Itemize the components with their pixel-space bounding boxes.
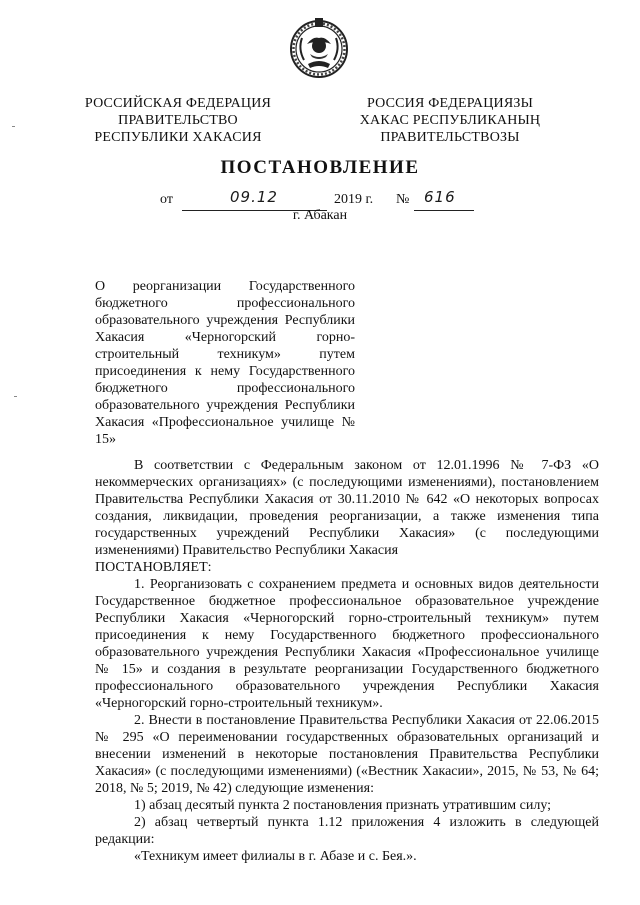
scan-mark: [14, 396, 17, 397]
preamble-paragraph: В соответствии с Федеральным законом от 12.01.1996 № 7-ФЗ «О некоммерческих организациях» (с последующими изменениями), постановлением Правительства Республики Хакасия от 30.11.2010 № 642 «О некоторых вопросах создания, ликвидации, проведения реорганизации, а также изменения типа государственных учреждений Республики Хакасия» (с последующими изменениями) Правительство Республики Хакасия: [95, 458, 599, 558]
decree-word: ПОСТАНОВЛЯЕТ:: [95, 560, 212, 575]
document-body: [95, 457, 599, 865]
header-left: [80, 95, 276, 146]
header-right-line3: ПРАВИТЕЛЬСТВОЗЫ: [380, 130, 520, 145]
header-left-line2: ПРАВИТЕЛЬСТВО: [118, 113, 238, 128]
number-sign: №: [396, 192, 410, 207]
document-title: ПОСТАНОВЛЕНИЕ: [220, 157, 420, 178]
item-1-paragraph: 1. Реорганизовать с сохранением предмета и основных видов деятельности Государственное бюджетное профессиональное образовательное учреждение Республики Хакасия «Черногорский горно-строительный техникум» путем присоединения к нему Государственного бюджетного профессионального образовательного учреждения Республики Хакасия «Профессиональное училище № 15» и создания в результате реорганизации Государственного бюджетного профессионального образовательного учреждения Республики Хакасия «Черногорский горно-строительный техникум».: [95, 577, 599, 711]
header-right-line1: РОССИЯ ФЕДЕРАЦИЯЗЫ: [366, 96, 534, 111]
coat-of-arms-emblem: [288, 16, 350, 80]
header-right: [352, 95, 548, 146]
quote-paragraph: «Техникум имеет филиалы в г. Абазе и с. Бея.».: [134, 849, 417, 864]
document-subject: О реорганизации Государственного бюджетного профессионального образовательного учреждения Республики Хакасия «Черногорский горно-строительный техникум» путем присоединения к нему Государственного бюджетного профессионального образовательного учреждения Республики Хакасия «Профессиональное училище № 15»: [95, 279, 355, 447]
scan-mark: [12, 126, 15, 127]
date-prefix: от: [160, 192, 173, 207]
date-handwritten: 09.12: [230, 188, 278, 206]
item-2-paragraph: 2. Внести в постановление Правительства Республики Хакасия от 22.06.2015 № 295 «О переименовании государственных образовательных организаций и внесении изменений в некоторые постановления Правительства Республики Хакасия» (с последующими изменениями) («Вестник Хакасии», 2015, № 53, № 64; 2018, № 5; 2019, № 42) следующие изменения:: [95, 713, 599, 796]
header-left-line1: РОССИЙСКАЯ ФЕДЕРАЦИЯ: [84, 96, 272, 111]
subitem-1-paragraph: 1) абзац десятый пункта 2 постановления признать утратившим силу;: [134, 798, 552, 813]
header-right-line2: ХАКАС РЕСПУБЛИКАНЫҢ: [359, 113, 541, 128]
year-label: 2019 г.: [334, 192, 374, 207]
city-label: г. Абакан: [292, 208, 348, 223]
number-handwritten: 616: [424, 188, 456, 206]
subitem-2-paragraph: 2) абзац четвертый пункта 1.12 приложения 4 изложить в следующей редакции:: [95, 815, 599, 847]
header-left-line3: РЕСПУБЛИКИ ХАКАСИЯ: [94, 130, 262, 145]
